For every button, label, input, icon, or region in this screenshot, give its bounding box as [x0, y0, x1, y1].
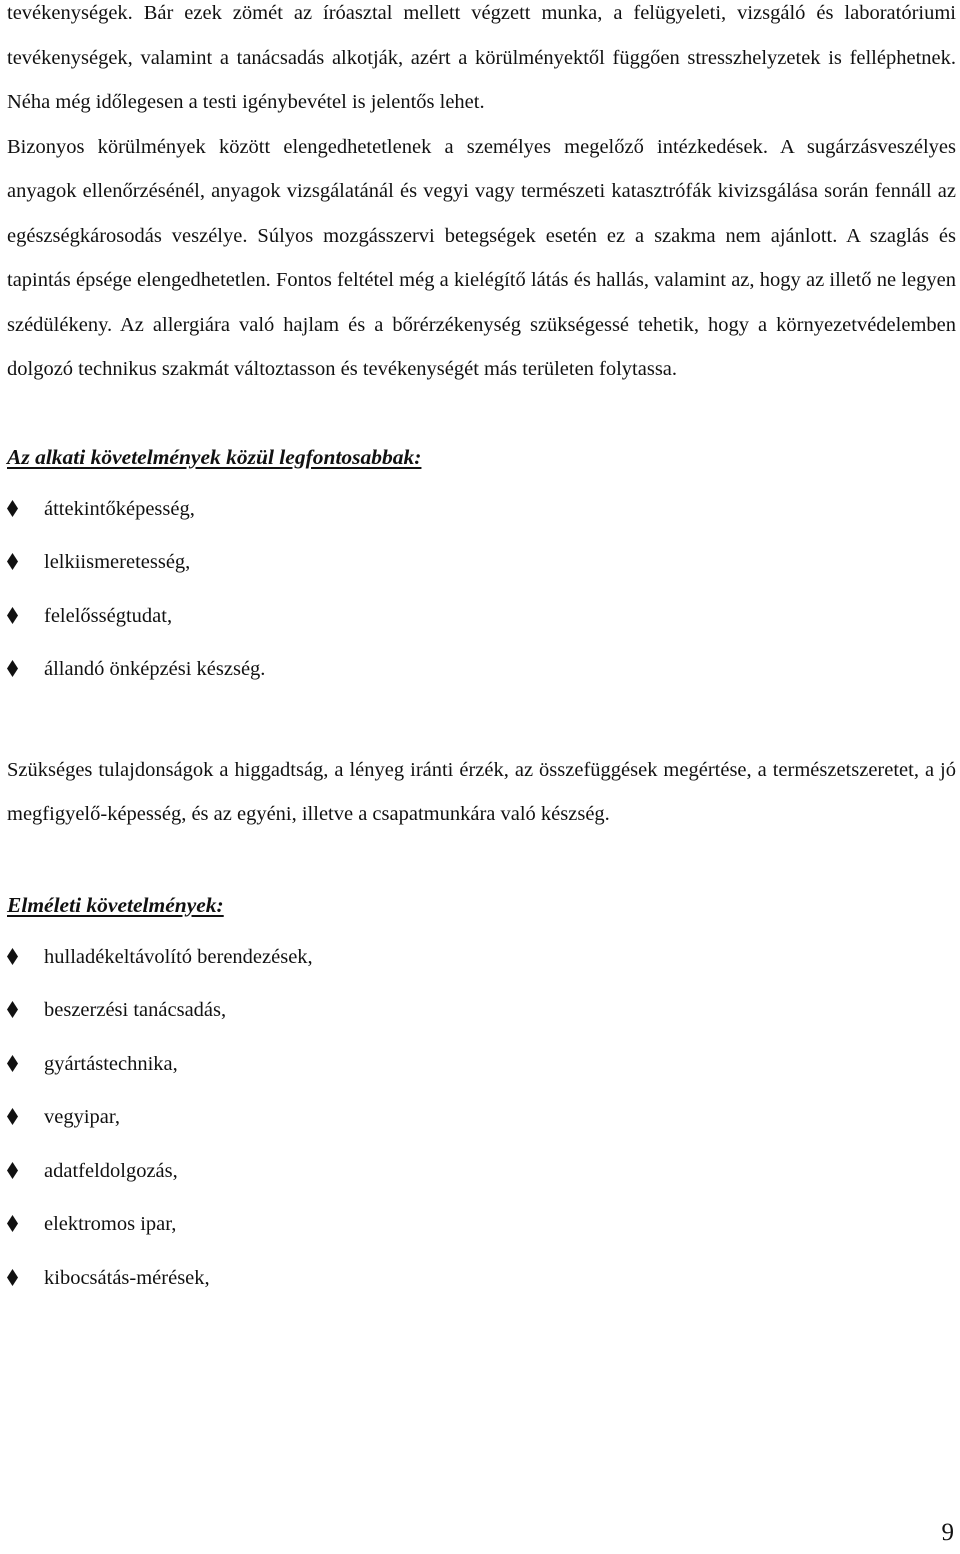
diamond-bullet-icon — [7, 1108, 18, 1125]
heading-alkati-requirements: Az alkati követelmények közül legfontosabbak: — [7, 444, 422, 469]
list-item — [7, 1049, 956, 1103]
list-item — [7, 547, 956, 601]
diamond-bullet-icon — [7, 1162, 18, 1179]
list-item — [7, 942, 956, 996]
diamond-bullet-icon — [7, 607, 18, 624]
list-item-text: elektromos ipar, — [44, 1213, 177, 1235]
list-item-text: kibocsátás-mérések, — [44, 1266, 210, 1289]
list-item — [7, 654, 956, 708]
diamond-bullet-icon — [7, 948, 18, 965]
list-item-text: lelkiismeretesség, — [44, 551, 191, 573]
paragraph-health-requirements: Bizonyos körülmények között elengedhetetlenek a személyes megelőző intézkedések. A sugárzásveszélyes anyagok ellenőrzésénél, anyagok vizsgálatánál és vegyi vagy természeti katasztrófák kivizsgálása során fennáll az egészségkárosodás veszélye. Súlyos mozgásszervi betegségek esetén ez a szakma nem ajánlott. A szaglás és tapintás épsége elengedhetetlen. Fontos feltétel még a kielégítő látás és hallás, valamint az, hogy az illető ne legyen szédülékeny. Az allergiára való hajlam és a bőrérzékenység szükségessé tehetik, hogy a környezetvédelemben dolgozó technikus szakmát változtasson és tevékenységét más területen folytassa. — [7, 135, 956, 380]
list-item-text: gyártástechnika, — [44, 1052, 178, 1075]
list-item-text: felelősségtudat, — [44, 604, 173, 627]
elmeleti-list — [7, 942, 956, 1317]
list-item — [7, 995, 956, 1049]
diamond-bullet-icon — [7, 1001, 18, 1018]
heading-theoretical-requirements: Elméleti követelmények: — [7, 892, 224, 917]
paragraph-required-qualities: Szükséges tulajdonságok a higgadtság, a lényeg iránti érzék, az összefüggések megértése, a természetszeretet, a jó megfigyelő-képesség, és az egyéni, illetve a csapatmunkára való készség. — [7, 758, 956, 825]
list-item — [7, 1102, 956, 1156]
list-item — [7, 494, 956, 548]
list-item-text: vegyipar, — [44, 1106, 121, 1128]
list-item-text: beszerzési tanácsadás, — [44, 999, 227, 1021]
list-item — [7, 1209, 956, 1263]
list-item-text: adatfeldolgozás, — [44, 1159, 178, 1182]
diamond-bullet-icon — [7, 500, 18, 517]
list-item-text: áttekintőképesség, — [44, 497, 195, 520]
list-item-text: hulladékeltávolító berendezések, — [44, 945, 313, 968]
page-number: 9 — [941, 1519, 954, 1546]
diamond-bullet-icon — [7, 553, 18, 570]
paragraph-working-conditions: tevékenységek. Bár ezek zömét az íróasztal mellett végzett munka, a felügyeleti, vizsgáló és laboratóriumi tevékenységek, valamint a tanácsadás alkotják, azért a körülményektől függően stresszhelyzetek is felléphetnek. Néha még időlegesen a testi igénybevétel is jelentős lehet. — [7, 2, 956, 113]
diamond-bullet-icon — [7, 1269, 18, 1286]
alkati-list — [7, 494, 956, 708]
document-page — [7, 0, 956, 1316]
list-item — [7, 1156, 956, 1210]
diamond-bullet-icon — [7, 1215, 18, 1232]
list-item — [7, 1263, 956, 1317]
list-item — [7, 601, 956, 655]
diamond-bullet-icon — [7, 660, 18, 677]
list-item-text: állandó önképzési készség. — [44, 658, 266, 680]
diamond-bullet-icon — [7, 1055, 18, 1072]
